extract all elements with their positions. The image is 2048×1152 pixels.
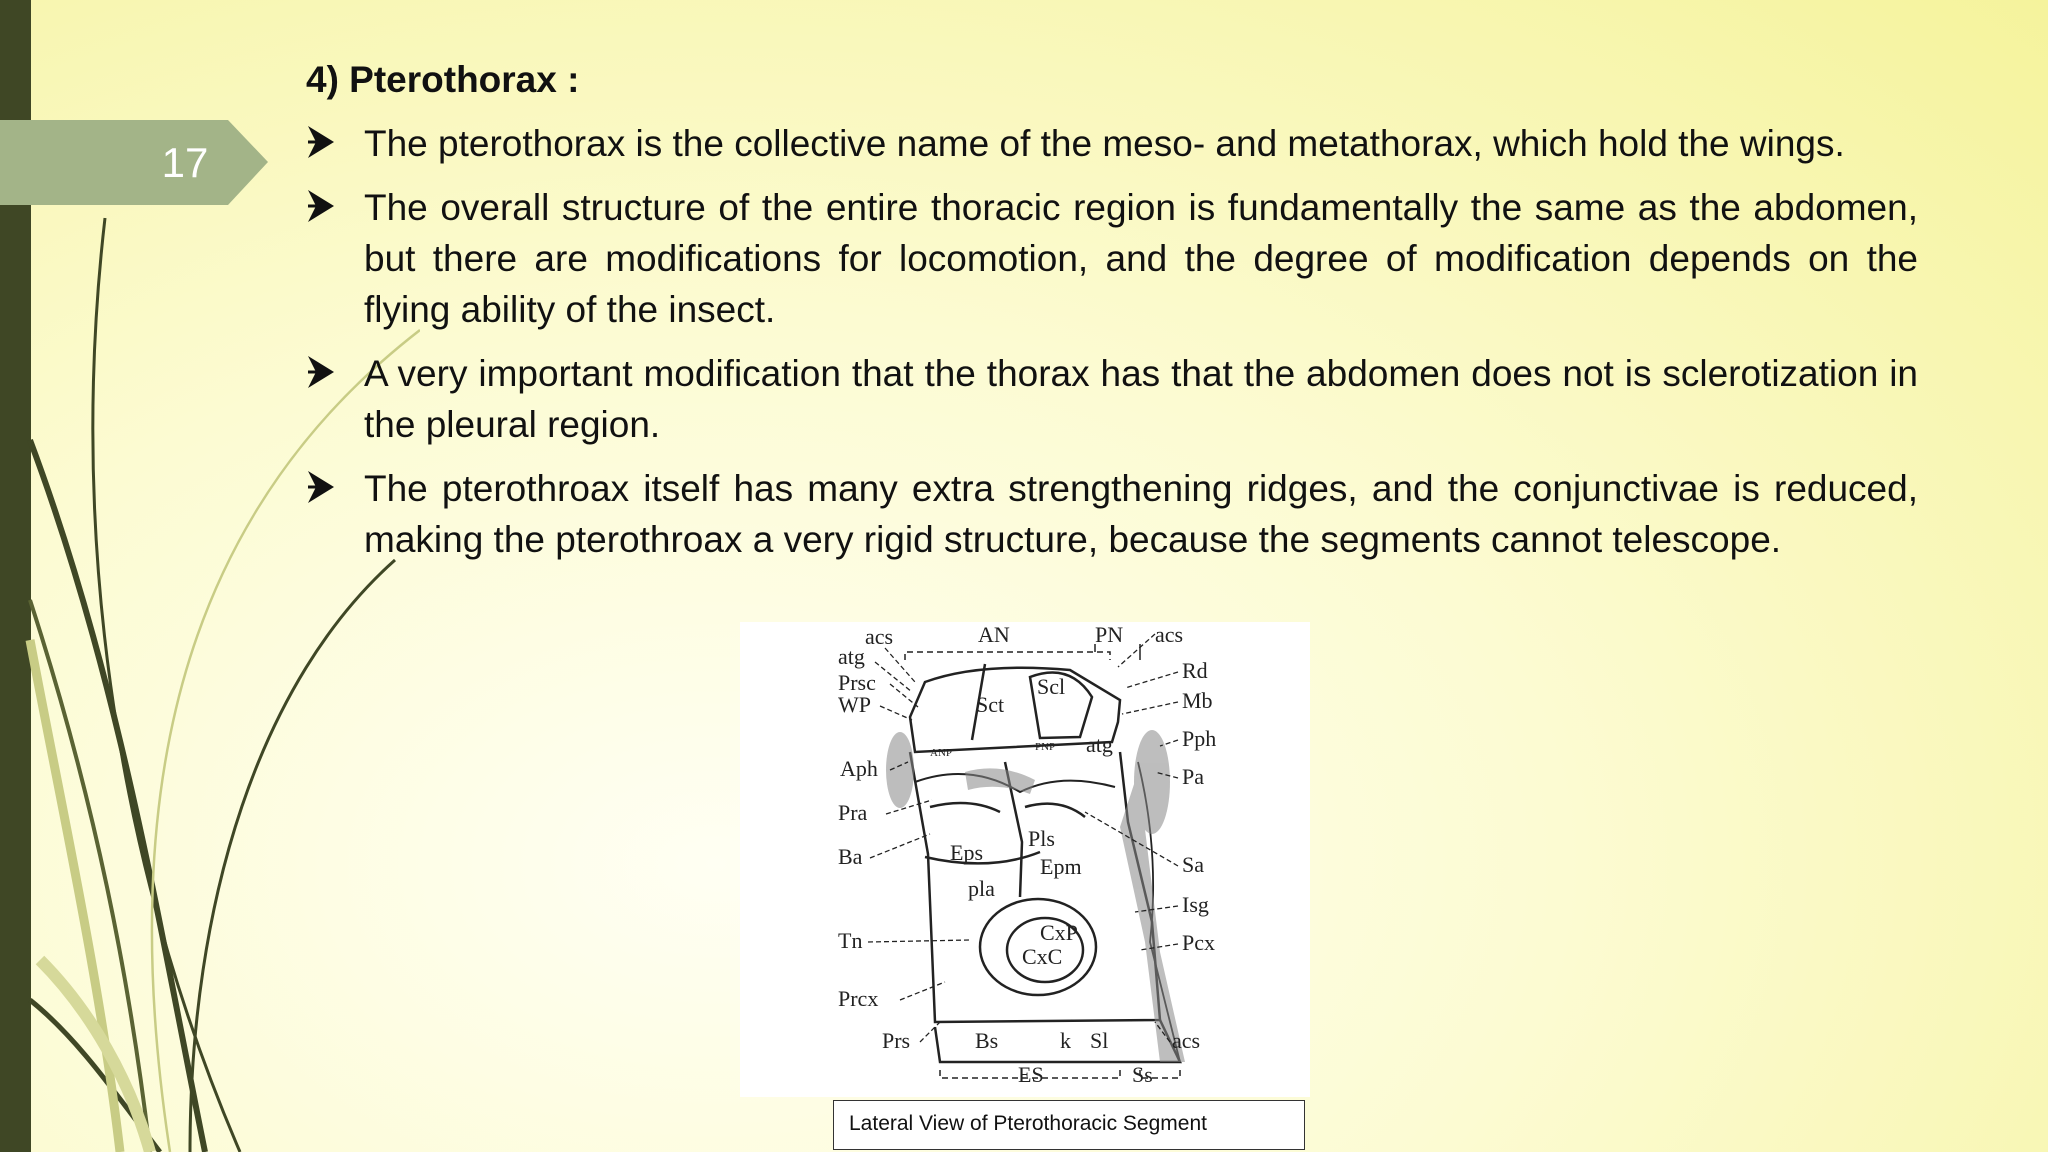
label-prsc: Prsc: [838, 670, 876, 695]
arrow-bullet-icon: [306, 469, 336, 505]
figure-caption: Lateral View of Pterothoracic Segment: [833, 1100, 1305, 1150]
label-anp: ANP: [930, 747, 953, 759]
arrow-bullet-icon: [306, 354, 336, 390]
label-pa: Pa: [1182, 764, 1204, 789]
label-epm: Epm: [1040, 854, 1082, 879]
diagram-drawing: [740, 622, 1310, 1097]
label-pn: PN: [1095, 622, 1124, 647]
label-acs: acs: [865, 624, 894, 649]
bullet-text: The pterothroax itself has many extra strengthening ridges, and the conjunctivae is reduced, making the pterothroax a very rigid structure, because the segments cannot telescope.: [364, 468, 1918, 560]
label-prcx: Prcx: [838, 986, 879, 1011]
label-scl: Scl: [1037, 674, 1066, 699]
bullet-item: [306, 182, 1918, 335]
label-pnp: PNP: [1035, 741, 1056, 753]
bullet-text: The pterothorax is the collective name of the meso- and metathorax, which hold the wings.: [364, 123, 1845, 164]
arrow-bullet-icon: [306, 188, 336, 224]
arrow-bullet-icon: [306, 124, 336, 160]
bullet-text: The overall structure of the entire thoracic region is fundamentally the same as the abdomen, but there are modifications for locomotion, and the degree of modification depends on the flying ability of the insect.: [364, 187, 1918, 330]
label-eps: Eps: [950, 840, 983, 865]
label-cxc: CxC: [1022, 944, 1063, 969]
label-ba: Ba: [838, 844, 863, 869]
label-sct: Sct: [976, 692, 1005, 717]
label-acs-right: acs: [1155, 622, 1184, 647]
label-pcx: Pcx: [1182, 930, 1215, 955]
slide-number: 17: [161, 139, 209, 186]
bullet-list: [306, 118, 1918, 578]
label-bs: Bs: [975, 1028, 999, 1053]
label-wp: WP: [838, 692, 871, 717]
label-pls: Pls: [1028, 826, 1055, 851]
label-cxp: CxP: [1040, 920, 1078, 945]
label-sa: Sa: [1182, 852, 1204, 877]
label-pla: pla: [968, 876, 995, 901]
bullet-item: [306, 463, 1918, 565]
label-prs: Prs: [882, 1028, 911, 1053]
label-an: AN: [978, 622, 1010, 647]
bullet-item: [306, 118, 1918, 169]
label-acs-bottom: acs: [1172, 1028, 1201, 1053]
label-tn: Tn: [838, 928, 863, 953]
label-sl: Sl: [1090, 1028, 1109, 1053]
label-mb: Mb: [1182, 688, 1213, 713]
label-ss: Ss: [1132, 1062, 1153, 1087]
label-isg: Isg: [1182, 892, 1209, 917]
label-k: k: [1060, 1028, 1071, 1053]
label-es: ES: [1018, 1062, 1044, 1087]
label-pra: Pra: [838, 800, 868, 825]
bullet-text: A very important modification that the thorax has that the abdomen does not is sclerotization in the pleural region.: [364, 353, 1918, 445]
label-atg-inner: atg: [1086, 732, 1113, 757]
label-aph: Aph: [840, 756, 878, 781]
label-pph: Pph: [1182, 726, 1217, 751]
pterothorax-diagram: [740, 622, 1310, 1097]
label-atg: atg: [838, 644, 865, 669]
bullet-item: [306, 348, 1918, 450]
label-rd: Rd: [1182, 658, 1208, 683]
slide-heading: 4) Pterothorax :: [306, 59, 580, 100]
